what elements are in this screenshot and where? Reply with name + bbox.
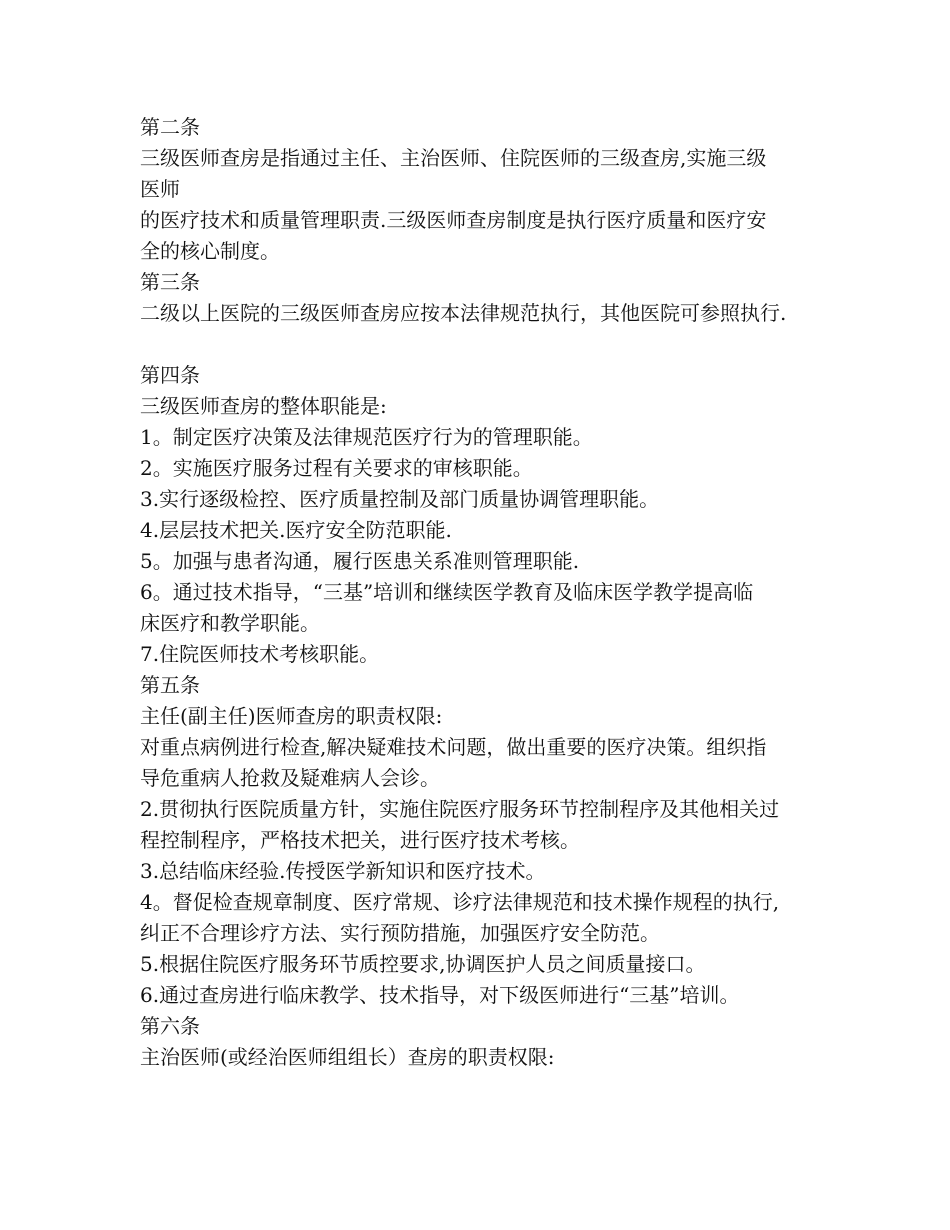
list-item: 6。通过技术指导，“三基”培训和继续医学教育及临床医学教学提高临 xyxy=(140,580,754,604)
paragraph-line: 医师 xyxy=(140,177,180,201)
paragraph-line: 二级以上医院的三级医师查房应按本法律规范执行，其他医院可参照执行. xyxy=(140,301,787,325)
article-heading: 第二条 xyxy=(140,115,200,139)
list-item: 7.住院医师技术考核职能。 xyxy=(140,642,380,666)
article-heading: 第六条 xyxy=(140,1014,200,1038)
list-item: 纠正不合理诊疗方法、实行预防措施，加强医疗安全防范。 xyxy=(140,921,660,945)
list-item: 导危重病人抢救及疑难病人会诊。 xyxy=(140,766,440,790)
document-body xyxy=(140,112,830,1073)
blank-line xyxy=(140,329,830,360)
list-item: 程控制程序，严格技术把关，进行医疗技术考核。 xyxy=(140,828,580,852)
paragraph-line: 全的核心制度。 xyxy=(140,239,280,263)
list-item: 5.根据住院医疗服务环节质控要求,协调医护人员之间质量接口。 xyxy=(140,952,706,976)
list-item: 1。制定医疗决策及法律规范医疗行为的管理职能。 xyxy=(140,425,593,449)
paragraph-line: 主任(副主任)医师查房的职责权限: xyxy=(140,704,443,728)
article-heading: 第四条 xyxy=(140,363,200,387)
article-heading: 第三条 xyxy=(140,270,200,294)
list-item: 2。实施医疗服务过程有关要求的审核职能。 xyxy=(140,456,533,480)
list-item: 3.实行逐级检控、医疗质量控制及部门质量协调管理职能。 xyxy=(140,487,660,511)
list-item: 4。督促检查规章制度、医疗常规、诊疗法律规范和技术操作规程的执行, xyxy=(140,890,780,914)
list-item: 床医疗和教学职能。 xyxy=(140,611,320,635)
list-item: 6.通过查房进行临床教学、技术指导，对下级医师进行“三基”培训。 xyxy=(140,983,740,1007)
paragraph-line: 三级医师查房是指通过主任、主治医师、住院医师的三级查房,实施三级 xyxy=(140,146,767,170)
paragraph-line: 主治医师(或经治医师组组长）查房的职责权限: xyxy=(140,1045,555,1069)
list-item: 5。加强与患者沟通，履行医患关系准则管理职能. xyxy=(140,549,580,573)
list-item: 3.总结临床经验.传授医学新知识和医疗技术。 xyxy=(140,859,546,883)
paragraph-line: 三级医师查房的整体职能是: xyxy=(140,394,387,418)
list-item: 4.层层技术把关.医疗安全防范职能. xyxy=(140,518,452,542)
article-heading: 第五条 xyxy=(140,673,200,697)
list-item: 2.贯彻执行医院质量方针，实施住院医疗服务环节控制程序及其他相关过 xyxy=(140,797,780,821)
list-item: 对重点病例进行检查,解决疑难技术问题，做出重要的医疗决策。组织指 xyxy=(140,735,767,759)
paragraph-line: 的医疗技术和质量管理职责.三级医师查房制度是执行医疗质量和医疗安 xyxy=(140,208,767,232)
